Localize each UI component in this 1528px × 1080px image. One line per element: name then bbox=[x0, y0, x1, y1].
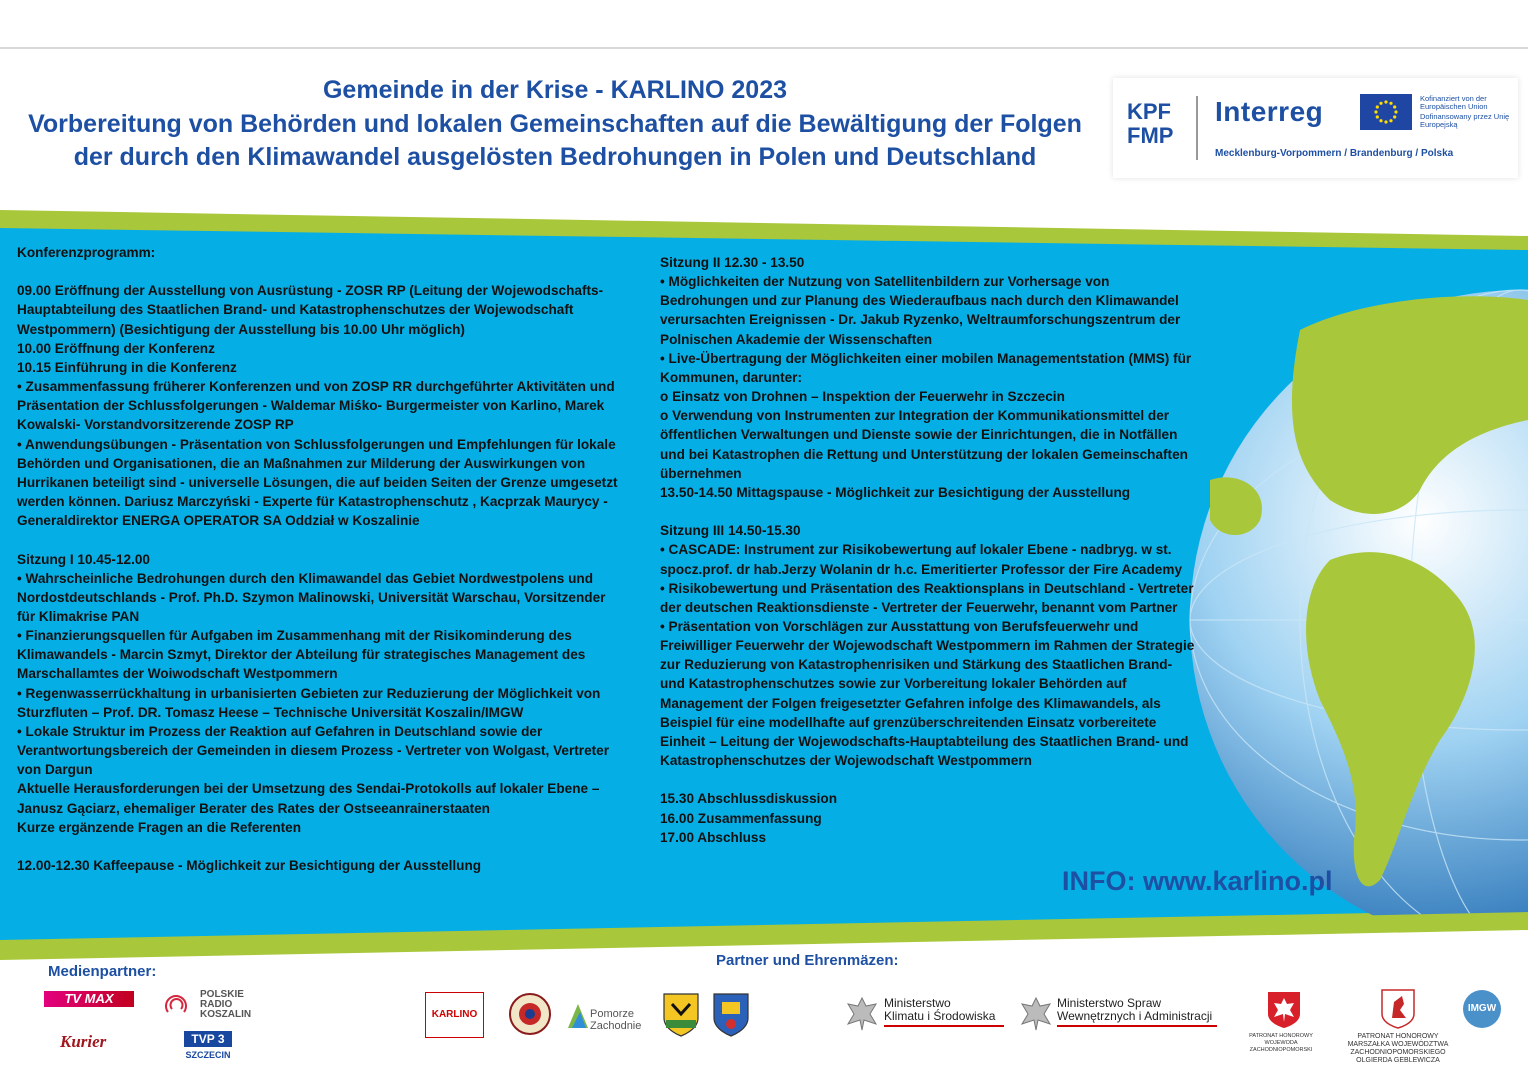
ministry-climate-text: Ministerstwo Klimatu i Środowiska bbox=[884, 996, 996, 1023]
polskie-radio-text: POLSKIE RADIO KOSZALIN bbox=[200, 989, 252, 1020]
ministry-interior-logo bbox=[1057, 997, 1217, 1027]
karlino-logo: KARLINO bbox=[425, 992, 484, 1038]
fire-brigade-emblem-icon bbox=[508, 992, 552, 1036]
tvp3-logo bbox=[184, 1031, 232, 1060]
info-link[interactable]: INFO: www.karlino.pl bbox=[1062, 866, 1333, 896]
patronat-marshal-text: PATRONAT HONOROWY MARSZAŁKA WOJEWÓDZTWA ZACHODNIOPOMORSKIEGO OLGIERDA GEBLEWICZA bbox=[1347, 1033, 1449, 1064]
kurier-logo: Kurier bbox=[60, 1032, 107, 1051]
tvmax-logo: TV MAX bbox=[44, 991, 134, 1007]
patronat-voivode-text: PATRONAT HONOROWY WOJEWODA ZACHODNIOPOMORSKI bbox=[1249, 1033, 1313, 1053]
region-text: Mecklenburg-Vorpommern / Brandenburg / Polska bbox=[1215, 148, 1454, 159]
polish-eagle-icon bbox=[1018, 994, 1054, 1034]
interreg-logo: Interreg bbox=[1215, 96, 1324, 127]
tvp3-city: SZCZECIN bbox=[185, 1050, 231, 1060]
program-left-column: Konferenzprogramm: 09.00 Eröffnung der Ausstellung von Ausrüstung - ZOSR RP (Leitung der Wojewodschafts-Hauptabteilung des Staatlichen Brand- und Katastrophenschutzes der Wojewodschaft Westpommern) (Besichtigung der Ausstellung bis 10.00 Uhr möglich) 10.00 Eröffnung der Konferenz 10.15 Einführung in die Konferenz • Zusammenfassung früherer Konferenzen und von ZOSP RR durchgeführter Aktivitäten und Präsentation der Schlussfolgerungen - Waldemar Miśko- Burgermeister von Karlino, Marek Kowalski- Vorstandvorsitzerende ZOSP RP • Anwendungsübungen - Präsentation von Schlussfolgerungen und Empfehlungen für lokale Behörden und Organisationen, die an Maßnahmen zur Milderung der Auswirkungen von Hurrikanen beteiligt sind - universelle Lösungen, die auf beiden Seiten der Grenze umgesetzt werden können. Dariusz Marczyński - Experte für Katastrophenschutz , Kacprzak Maurycy - Generaldirektor ENERGA OPERATOR SA Oddział w Koszalinie Sitzung I 10.45-12.00 • Wahrscheinliche Bedrohungen durch den Klimawandel das Gebiet Nordwestpolens und Nordostdeutschlands - Prof. Ph.D. Szymon Malinowski, Universität Warschau, Vorsitzender für Klimakrise PAN • Finanzierungsquellen für Aufgaben im Zusammenhang mit der Risikominderung des Klimawandels - Marcin Szmyt, Direktor der Abteilung für strategisches Management des Marschallamtes der Woiwodschaft Westpommern • Regenwasserrückhaltung in urbanisierten Gebieten zur Reduzierung der Möglichkeit von Sturzfluten – Prof. DR. Tomasz Heese – Technische Universität Koszalin/IMGW • Lokale Struktur im Prozess der Reaktion auf Gefahren in Deutschland sowie der Verantwortungsbereich der Gemeinden in diesem Prozess - Vertreter von Wolgast, Vertreter von Dargun Aktuelle Herausforderungen bei der Umsetzung des Sendai-Protokolls auf lokaler Ebene – Janusz Gąciarz, ehemaliger Berater des Rates der Ostseeanrainerstaaten Kurze ergänzende Fragen an die Referenten 12.00-12.30 Kaffeepause - Möglichkeit zur Besichtigung der Ausstellung bbox=[17, 245, 618, 873]
fmp-text: FMP bbox=[1127, 123, 1174, 148]
media-partners-label: Medienpartner: bbox=[48, 963, 157, 980]
griffin-emblem-icon bbox=[1380, 988, 1416, 1030]
radio-waves-icon bbox=[164, 992, 190, 1016]
ministry-interior-text: Ministerstwo Spraw Wewnętrznych i Administracji bbox=[1057, 996, 1213, 1023]
kpf-text: KPF bbox=[1127, 99, 1171, 124]
imgw-logo: IMGW bbox=[1463, 990, 1501, 1028]
page-title: Gemeinde in der Krise - KARLINO 2023 bbox=[322, 76, 788, 104]
tvp3-text: TVP 3 bbox=[184, 1031, 232, 1047]
pomorze-text: Pomorze Zachodnie bbox=[590, 1008, 642, 1032]
eu-text-pl: Dofinansowany przez Unię Europejską bbox=[1420, 112, 1510, 129]
program-right-column: Sitzung II 12.30 - 13.50 • Möglichkeiten der Nutzung von Satellitenbildern zur Vorhersage von Bedrohungen und zur Planung des Wiederaufbaus nach durch den Klimawandel verursachten Ereignissen - Dr. Jakub Ryzenko, Weltraumforschungszentrum der Polnischen Akademie der Wissenschaften • Live-Übertragung der Möglichkeiten einer mobilen Managementstation (MMS) für Kommunen, darunter: o Einsatz von Drohnen – Inspektion der Feuerwehr in Szczecin o Verwendung von Instrumenten zur Integration der Kommunikationsmittel der öffentlichen Verwaltungen und Dienste sowie der Einrichtungen, die in Notfällen und bei Katastrophen die Rettung und Unterstützung der lokalen Gemeinschaften übernehmen 13.50-14.50 Mittagspause - Möglichkeit zur Besichtigung der Ausstellung Sitzung III 14.50-15.30 • CASCADE: Instrument zur Risikobewertung auf lokaler Ebene - nadbryg. w st. spocz.prof. dr hab.Jerzy Wolanin dr h.c. Emeritierter Professor der Fire Academy • Risikobewertung und Präsentation des Reaktionsplans in Deutschland - Vertreter der deutschen Reaktionsdienste - Vertreter der Feuerwehr, benannt vom Partner • Präsentation von Vorschlägen zur Ausstattung von Berufsfeuerwehr und Freiwilliger Feuerwehr der Wojewodschaft Westpommern im Rahmen der Strategie zur Reduzierung von Katastrophenrisiken und Stärkung des Staatlichen Brand- und Katastrophenschutzes sowie zur Vorbereitung lokaler Behörden auf Management der Folgen freigesetzter Gefahren infolge des Klimawandels, als Beispiel für eine modellhafte auf grenzüberschreitenden Einsatz vorbereitete Einheit – Leitung der Wojewodschafts-Hauptabteilung des Staatlichen Brand- und Katastrophenschutzes der Wojewodschaft Westpommern 15.30 Abschlussdiskussion 16.00 Zusammenfassung 17.00 Abschluss bbox=[660, 255, 1195, 845]
polish-eagle-icon bbox=[844, 994, 880, 1034]
page-subtitle-line-1: Vorbereitung von Behörden und lokalen Gemeinschaften auf die Bewältigung der Folgen bbox=[28, 110, 1082, 138]
coat-of-arms-icon bbox=[712, 992, 750, 1038]
patronat-voivode bbox=[1238, 1033, 1324, 1054]
pomorze-leaf-icon bbox=[566, 1000, 590, 1030]
page-subtitle-line-2: der durch den Klimawandel ausgelösten Bedrohungen in Polen und Deutschland bbox=[73, 143, 1037, 171]
patronat-marshal bbox=[1343, 1033, 1453, 1065]
coat-of-arms-icon bbox=[662, 992, 700, 1038]
voivode-emblem-icon bbox=[1266, 990, 1302, 1030]
eu-text-de: Kofinanziert von der Europäischen Union bbox=[1420, 94, 1488, 111]
partners-label: Partner und Ehrenmäzen: bbox=[716, 952, 899, 969]
ministry-climate-logo bbox=[884, 997, 1004, 1027]
pomorze-zachodnie-logo bbox=[590, 1008, 641, 1032]
